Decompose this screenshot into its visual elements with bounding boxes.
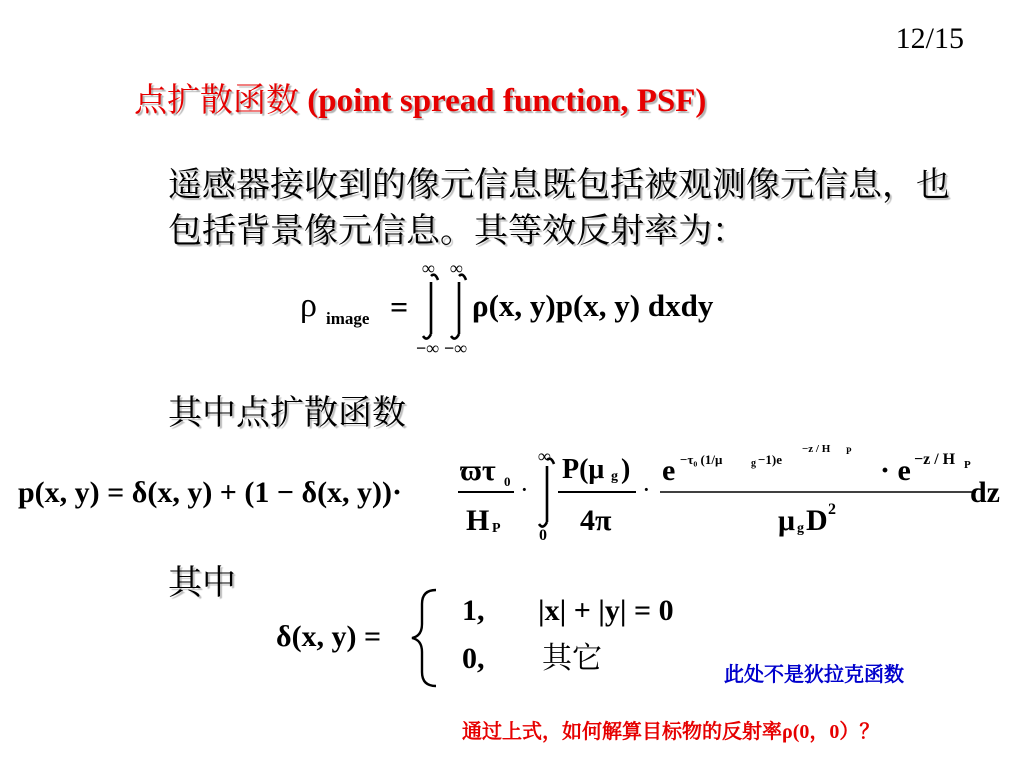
rho-symbol: ρ xyxy=(300,287,317,324)
note-not-dirac: 此处不是狄拉克函数 xyxy=(724,662,904,686)
frac3-den-D: D xyxy=(806,504,828,537)
frac2-denominator: 4π xyxy=(580,504,612,537)
integral-sign-psf xyxy=(539,459,554,527)
integral-lower-limit-1: −∞ xyxy=(416,338,440,358)
frac3-exp1-sup: −z / H xyxy=(802,443,831,455)
equals-sign: = xyxy=(390,289,409,325)
frac3-exp1-sup-sub: P xyxy=(846,446,852,456)
delta-lhs: δ(x, y) = xyxy=(276,620,382,653)
frac1-num-sub: 0 xyxy=(504,474,511,489)
frac1-numerator: ϖτ xyxy=(460,454,496,487)
psf-lhs: p(x, y) = δ(x, y) + (1 − δ(x, y))· xyxy=(18,476,403,509)
note-question-symbol: ρ(0，0）？ xyxy=(782,721,880,743)
integrand: ρ(x, y)p(x, y) dxdy xyxy=(472,288,714,323)
case1-value: 1, xyxy=(462,594,485,627)
frac2-num-sub: g xyxy=(611,469,618,484)
case2-value: 0, xyxy=(462,642,485,675)
frac3-den-sup: 2 xyxy=(828,501,836,518)
title-chinese: 点扩散函数 xyxy=(134,80,299,119)
dot-2: · xyxy=(642,475,651,504)
frac3-den-mu: μ xyxy=(778,504,796,537)
equation-image-reflectance xyxy=(300,258,760,358)
frac2-num-end: ) xyxy=(621,454,631,485)
integral-upper-limit-psf: ∞ xyxy=(538,446,551,466)
frac2-numerator: P(μ xyxy=(562,454,605,485)
note-question-text: 通过上式，如何解算目标物的反射率 xyxy=(462,719,782,743)
frac3-e2: · e xyxy=(880,454,911,487)
case1-condition: |x| + |y| = 0 xyxy=(538,594,674,627)
frac3-exp1: −τ₀ (1/μ xyxy=(680,452,723,467)
slide-title xyxy=(134,74,706,121)
intro-paragraph: 遥感器接收到的像元信息既包括被观测像元信息，也包括背景像元信息。其等效反射率为： xyxy=(168,165,950,251)
frac3-exp1-sub: g xyxy=(751,458,756,469)
dz-term: dz xyxy=(970,476,1000,509)
rho-subscript: image xyxy=(326,309,370,328)
integral-lower-limit-2: −∞ xyxy=(444,338,468,358)
frac3-exp1-end: −1)e xyxy=(758,452,783,467)
frac1-den-sub: P xyxy=(492,521,501,536)
frac3-exp2-sub: P xyxy=(964,459,971,471)
frac3-exp2: −z / H xyxy=(914,451,956,468)
heading-where: 其中 xyxy=(168,563,236,603)
heading-psf: 其中点扩散函数 xyxy=(168,393,406,433)
left-brace xyxy=(412,590,436,686)
frac3-e1: e xyxy=(662,454,676,487)
integral-upper-limit-1: ∞ xyxy=(422,258,435,278)
equation-delta xyxy=(276,586,696,690)
title-english: (point spread function, PSF) xyxy=(299,83,707,119)
page-number: 12/15 xyxy=(895,22,964,55)
dot-1: · xyxy=(520,475,529,504)
integral-sign-2 xyxy=(451,275,466,339)
frac3-den-sub: g xyxy=(797,521,804,536)
integral-upper-limit-2: ∞ xyxy=(450,258,463,278)
integral-lower-limit-psf: 0 xyxy=(539,527,547,544)
frac1-denominator: H xyxy=(466,504,490,537)
case2-condition: 其它 xyxy=(542,641,602,676)
equation-psf xyxy=(18,440,1018,550)
integral-sign-1 xyxy=(423,275,438,339)
note-question xyxy=(462,715,879,744)
